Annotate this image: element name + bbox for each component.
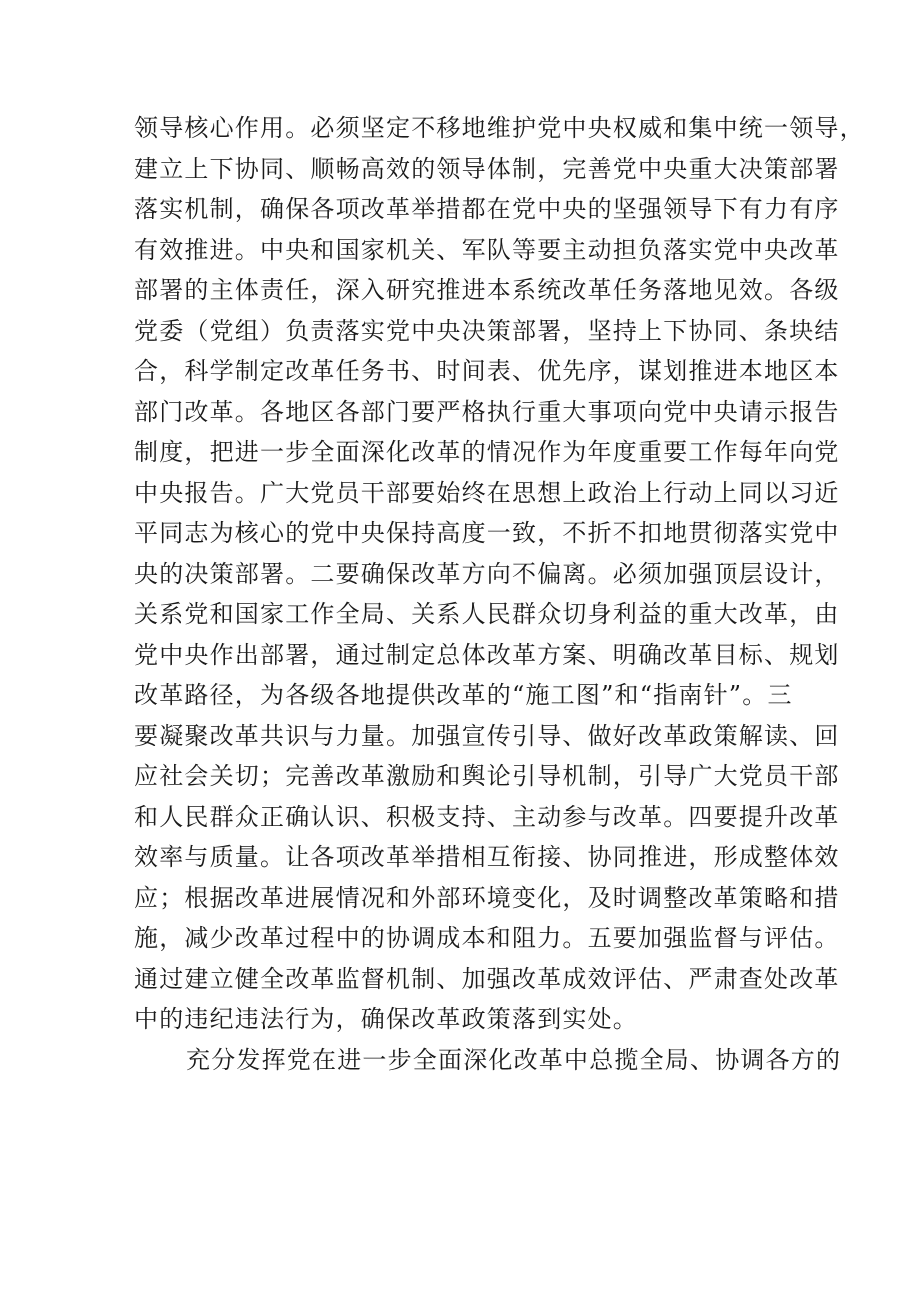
text-line: 中的违纪违法行为，确保改革政策落到实处。	[134, 1005, 638, 1033]
text-line: 中央报告。广大党员干部要始终在思想上政治上行动上同以习近	[134, 478, 840, 507]
text-line: 有效推进。中央和国家机关、军队等要主动担负落实党中央改革	[134, 235, 840, 264]
text-line: 和人民群众正确认识、积极支持、主动参与改革。四要提升改革	[134, 802, 840, 831]
text-line: 通过建立健全改革监督机制、加强改革成效评估、严肃查处改革	[134, 964, 840, 993]
text-line: 应社会关切；完善改革激励和舆论引导机制，引导广大党员干部	[134, 762, 840, 790]
text-line: 应；根据改革进展情况和外部环境变化，及时调整改革策略和措	[134, 883, 840, 912]
text-line: 合，科学制定改革任务书、时间表、优先序，谋划推进本地区本	[134, 357, 840, 385]
text-line: 改革路径，为各级各地提供改革的“施工图”和“指南针”。三	[134, 681, 793, 709]
text-line: 党委（党组）负责落实党中央决策部署，坚持上下协同、条块结	[134, 316, 840, 345]
text-line: 建立上下协同、顺畅高效的领导体制，完善党中央重大决策部署	[134, 154, 840, 183]
text-line: 施，减少改革过程中的协调成本和阻力。五要加强监督与评估。	[134, 924, 840, 952]
text-line: 党中央作出部署，通过制定总体改革方案、明确改革目标、规划	[134, 640, 840, 669]
body-text	[134, 108, 865, 1080]
text-line: 平同志为核心的党中央保持高度一致，不折不扣地贯彻落实党中	[134, 519, 840, 547]
text-line: 关系党和国家工作全局、关系人民群众切身利益的重大改革，由	[134, 600, 840, 628]
text-line: 落实机制，确保各项改革举措都在党中央的坚强领导下有力有序	[134, 195, 840, 223]
text-line: 要凝聚改革共识与力量。加强宣传引导、做好改革政策解读、回	[134, 721, 840, 750]
text-line: 部署的主体责任，深入研究推进本系统改革任务落地见效。各级	[134, 276, 840, 304]
text-line: 领导核心作用。必须坚定不移地维护党中央权威和集中统一领导，	[134, 114, 865, 142]
text-line: 制度，把进一步全面深化改革的情况作为年度重要工作每年向党	[134, 438, 840, 466]
text-line: 效率与质量。让各项改革举措相互衔接、协同推进，形成整体效	[134, 843, 840, 871]
text-line: 央的决策部署。二要确保改革方向不偏离。必须加强顶层设计，	[134, 559, 840, 588]
text-line: 部门改革。各地区各部门要严格执行重大事项向党中央请示报告	[134, 397, 840, 426]
paragraph-start-line: 充分发挥党在进一步全面深化改革中总揽全局、协调各方的	[186, 1045, 842, 1074]
